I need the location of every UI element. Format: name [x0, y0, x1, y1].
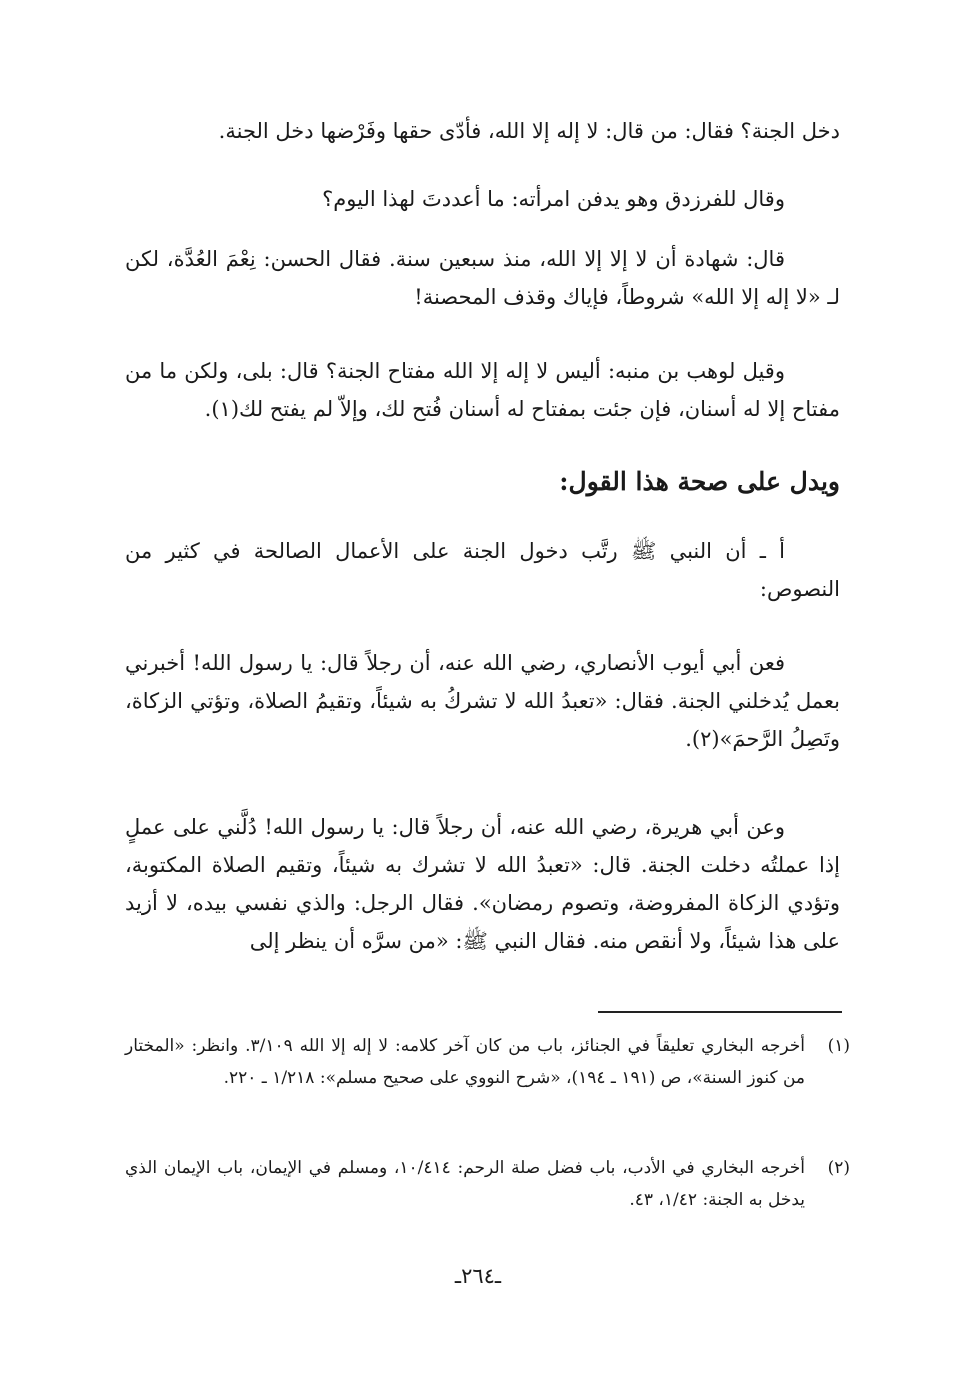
footnote-divider — [598, 1011, 842, 1013]
footnote-2 — [125, 1152, 850, 1216]
paragraph-1: دخل الجنة؟ فقال: من قال: لا إله إلا الله، فأدّى حقها وفَرْضها دخل الجنة. — [218, 119, 840, 143]
footnote-1 — [125, 1030, 850, 1094]
footnote-2-number: (٢) — [827, 1158, 850, 1178]
footnote-1-number: (١) — [827, 1036, 850, 1056]
footnote-2-text: أخرجه البخاري في الأدب، باب فضل صلة الرحم: ١٠/٤١٤، ومسلم في الإيمان، باب الإيمان الذي يدخل به الجنة: ١/٤٢، ٤٣. — [125, 1158, 805, 1210]
paragraph-7: وعن أبي هريرة، رضي الله عنه، أن رجلاً قال: يا رسول الله! دُلَّني على عملٍ إذا عملتُه دخلت الجنة. قال: «تعبدُ الله لا تشرك به شيئاً، وتقيم الصلاة المكتوبة، وتؤدي الزكاة المفروضة، وتصوم رمضان». فقال الرجل: والذي نفسي بيده، لا أزيد على هذا شيئاً، ولا أنقص منه. فقال النبي ﷺ: «من سرَّه أن ينظر إلى — [125, 815, 840, 953]
paragraph-2: وقال للفرزدق وهو يدفن امرأته: ما أعددتَ لهذا اليوم؟ — [322, 187, 785, 211]
paragraph-5: أ ـ أن النبي ﷺ رتَّب دخول الجنة على الأعمال الصالحة في كثير من النصوص: — [125, 539, 840, 601]
paragraph-6: فعن أبي أيوب الأنصاري، رضي الله عنه، أن رجلاً قال: يا رسول الله! أخبرني بعمل يُدخلني الجنة. فقال: «تعبدُ الله لا تشركُ به شيئاً، وتقيمُ الصلاة، وتؤتي الزكاة، وتَصِلُ الرَّحمَ»(٢). — [125, 651, 840, 751]
section-heading: ويدل على صحة هذا القول: — [559, 467, 840, 496]
paragraph-4: وقيل لوهب بن منبه: أليس لا إله إلا الله مفتاح الجنة؟ قال: بلى، ولكن ما من مفتاح إلا له أسنان، فإن جئت بمفتاح له أسنان فُتح لك، وإلاّ لم يفتح لك(١). — [125, 359, 840, 421]
footnote-1-text: أخرجه البخاري تعليقاً في الجنائز، باب من كان آخر كلامه: لا إله إلا الله ٣/١٠٩. وانظر: «المختار من كنوز السنة»، ص (١٩١ ـ ١٩٤)، «شرح النووي على صحيح مسلم»: ١/٢١٨ ـ ٢٢٠. — [125, 1036, 805, 1088]
page-number: ـ٢٦٤ـ — [454, 1264, 502, 1288]
paragraph-3: قال: شهادة أن لا إلا إلا الله، منذ سبعين سنة. فقال الحسن: نِعْمَ العُدَّة، لكن لـ «لا إله إلا الله» شروطاً، فإياك وقذف المحصنة! — [125, 247, 840, 309]
